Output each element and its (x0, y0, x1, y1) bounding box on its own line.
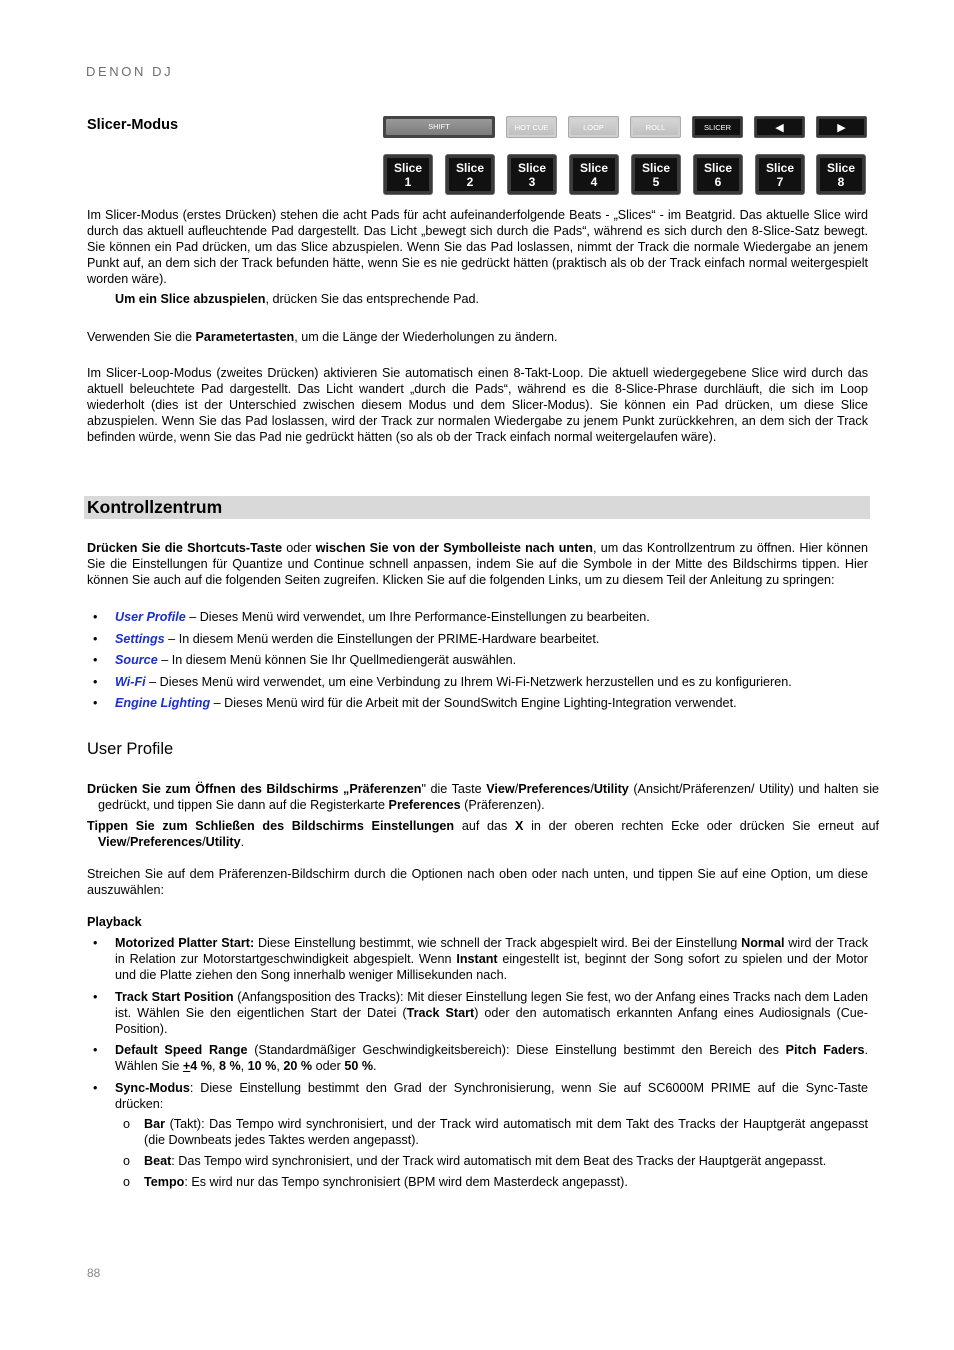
bold-text: View (486, 782, 515, 796)
text: oder (312, 1059, 345, 1073)
text: , drücken Sie das entsprechende Pad. (265, 292, 480, 306)
text: wird der Track in Relation zur Motorstartgeschwindigkeit abgespielt. Wenn (115, 936, 868, 966)
slicer-paragraph-3 (87, 329, 868, 345)
text: (Präferenzen). (460, 798, 545, 812)
text: oder (282, 541, 316, 555)
bold-text: Drücken Sie die Shortcuts-Taste (87, 541, 283, 555)
shift-label: SHIFT (386, 119, 492, 135)
bold-text: Utility (205, 835, 241, 849)
bold-text: Preferences (129, 835, 203, 849)
pad-number: 1 (404, 175, 412, 189)
bold-text: Tippen Sie zum Schließen des Bildschirms Einstellungen (87, 819, 455, 833)
text: / (514, 782, 519, 796)
playback-options-list (87, 935, 868, 1195)
roll-button: ROLL (630, 116, 681, 138)
bold-text: Preferences (518, 782, 591, 796)
bold-text: Track Start (406, 1005, 475, 1020)
list-item (87, 695, 868, 711)
bold-text: Beat (144, 1154, 172, 1168)
text: ) oder den automatisch erkannten Anfang eines Audiosignals (Cue-Position). (115, 1005, 869, 1036)
list-item (87, 631, 868, 647)
loop-button: LOOP (568, 116, 619, 138)
list-item (87, 989, 868, 1037)
slice-pad-8 (816, 154, 866, 195)
slicer-paragraph-2 (115, 291, 868, 307)
bold-text: Default Speed Range (115, 1043, 248, 1057)
text: – Dieses Menü wird für die Arbeit mit der SoundSwitch Engine Lighting-Integration verwendet. (210, 696, 737, 710)
sub-list-item (87, 1116, 868, 1148)
link-source[interactable]: Source (115, 653, 158, 667)
slice-pad-7 (755, 154, 805, 195)
bold-text: Sync-Modus (115, 1080, 190, 1095)
swipe-instruction: Streichen Sie auf dem Präferenzen-Bildschirm durch die Optionen nach oben oder nach unten, und tippen Sie auf eine Option, um diese auszuwählen: (87, 867, 868, 897)
text: . Wählen Sie (115, 1043, 868, 1073)
slicer-loop-paragraph: Im Slicer-Loop-Modus (zweites Drücken) aktivieren Sie automatisch einen 8-Takt-Loop. Die aktuell wiedergegebene Slice wird durch das aktuell beleuchtete Pad dargestellt. Das Licht wandert „durch die Pads“, während es die 8-Slice-Phrase durchläuft, die sich im Loop wiederholt (dies ist der Unterschied zwischen diesem Modus und dem Slicer-Modus). Sie können ein Pad drücken, um diese Slice abzuspielen. Wenn Sie das Pad loslassen, wird der Track zur normalen Wiedergabe zu jenem Punkt zurückkehren, an dem sich der Track befinden würde, wenn Sie das Pad nie gedrückt hätten (so als ob der Track einfach normal weitergelaufen wäre). (87, 366, 868, 444)
pad-number: 5 (652, 175, 660, 189)
slice-pad-2 (445, 154, 495, 195)
pad-word: Slice (393, 161, 423, 175)
sub-list-item (87, 1153, 868, 1169)
kontrollzentrum-heading: Kontrollzentrum (84, 496, 870, 519)
bold-text: Motorized Platter Start: (115, 936, 255, 950)
text: , um die Länge der Wiederholungen zu ändern. (294, 330, 558, 344)
text: , um das Kontrollzentrum zu öffnen. Hier können Sie die Einstellungen für Quantize und Continue schnell anpassen, indem Sie auf die Symbole in der Mitte des Bildschirms tippen. Hier können Sie auch auf die folgenden Seiten zugreifen. Klicken Sie auf die folgenden Links, um zu diesem Teil der Anleitung zu springen: (87, 541, 868, 587)
bold-text: View (98, 835, 127, 849)
bold-text: Utility (593, 782, 629, 796)
list-item (87, 1080, 868, 1112)
slicer-paragraph-1: Im Slicer-Modus (erstes Drücken) stehen die acht Pads für acht aufeinanderfolgende Beats - „Slices“ - im Beatgrid. Das aktuelle Slice wird durch das aktuell aufleuchtende Pad dargestellt. Das Licht „bewegt sich durch die Pads“, während es sich durch den 8-Slice-Satz bewegt. Sie können ein Pad drücken, um das Slice abzuspielen. Wenn Sie das Pad loslassen, nimmt der Track die normale Wiedergabe an jenem Punkt auf, an dem sich der Track befunden hätte, wenn Sie es nie gedrückt hätten (praktisch als ob der Track einfach normal weitergespielt worden wäre). (87, 208, 868, 286)
slicer-heading: Slicer-Modus (87, 117, 179, 133)
link-wifi[interactable]: Wi-Fi (115, 674, 146, 689)
slice-pad-1 (383, 154, 433, 195)
text: : Das Tempo wird synchronisiert, und der Track wird automatisch mit dem Beat des Tracks der Hauptgerät angepasst. (171, 1154, 827, 1168)
pad-number: 4 (590, 175, 598, 189)
pad-number: 6 (714, 175, 722, 189)
bold-text: Drücken Sie zum Öffnen des Bildschirms „Präferenzen (87, 782, 422, 796)
text: (Standardmäßiger Geschwindigkeitsbereich): Diese Einstellung bestimmt den Bereich des (247, 1043, 786, 1057)
text: " die Taste (421, 782, 487, 796)
text: , (240, 1059, 248, 1073)
text: . (373, 1059, 377, 1073)
arrow-right-icon: ▶ (816, 116, 867, 138)
bold-text: Pitch Faders (785, 1043, 865, 1057)
text: auf das (454, 819, 516, 833)
playback-heading: Playback (87, 915, 142, 929)
sub-list-item (87, 1174, 868, 1190)
hot-cue-button: HOT CUE (506, 116, 557, 138)
slice-pad-5 (631, 154, 681, 195)
text: (Takt): Das Tempo wird synchronisiert, und der Track wird automatisch mit dem Takt des Tracks der Hauptgerät angepasst (die Downbeats jedes Taktes werden angepasst). (144, 1117, 868, 1147)
bold-text: Parametertasten (195, 330, 295, 344)
text: in der oberen rechten Ecke oder drücken Sie erneut auf (523, 819, 880, 833)
brand-logo: DENON DJ (86, 64, 174, 79)
bold-text: 4 % (190, 1059, 212, 1073)
text: / (126, 835, 130, 849)
pad-number: 7 (776, 175, 784, 189)
bold-text: 50 % (344, 1059, 374, 1073)
bold-text: Track Start Position (115, 989, 234, 1004)
pad-word: Slice (703, 161, 733, 175)
text: . (240, 835, 245, 849)
link-user-profile[interactable]: User Profile (115, 610, 186, 624)
user-profile-heading: User Profile (87, 740, 174, 758)
text: Verwenden Sie die (87, 330, 196, 344)
list-item (87, 935, 868, 983)
plus-minus: + (182, 1059, 191, 1073)
text: : Es wird nur das Tempo synchronisiert (BPM wird dem Masterdeck angepasst). (184, 1175, 628, 1189)
bold-text: 8 % (218, 1059, 241, 1073)
text: Diese Einstellung bestimmt, wie schnell der Track abgespielt wird. Bei der Einstellung (254, 936, 742, 950)
slicer-button: SLICER (692, 116, 743, 138)
text: (Anfangsposition des Tracks): Mit dieser Einstellung legen Sie fest, wo der Anfang eines Tracks nach dem Laden ist. Wählen Sie den eigentlichen Start der Datei ( (115, 989, 868, 1020)
text: – Dieses Menü wird verwendet, um Ihre Performance-Einstellungen zu bearbeiten. (185, 610, 650, 624)
bold-text: 10 % (247, 1059, 277, 1073)
pad-number: 2 (466, 175, 474, 189)
bold-text: wischen Sie von der Symbolleiste nach unten (315, 541, 593, 555)
page-number: 88 (87, 1266, 101, 1280)
text: , (276, 1059, 284, 1073)
list-item (87, 609, 868, 625)
kontroll-intro (87, 540, 868, 588)
pad-word: Slice (579, 161, 609, 175)
text: eingestellt ist, beginnt der Song sofort zu spielen und der Motor und die Platte ziehen den Song innerhalb weniger Millisekunden nach. (115, 952, 868, 982)
pad-number: 8 (837, 175, 845, 189)
text: – In diesem Menü können Sie Ihr Quellmediengerät auswählen. (157, 653, 517, 667)
close-preferences-instruction (87, 818, 879, 850)
text: , (211, 1059, 219, 1073)
text: : Diese Einstellung bestimmt den Grad der Synchronisierung, wenn Sie auf SC6000M PRIME auf die Sync-Taste drücken: (115, 1080, 868, 1111)
list-item (87, 674, 868, 690)
bold-text: 20 % (283, 1059, 313, 1073)
link-engine-lighting[interactable]: Engine Lighting (115, 696, 211, 710)
slice-pad-4 (569, 154, 619, 195)
pad-number: 3 (528, 175, 536, 189)
bold-text: Bar (144, 1117, 165, 1131)
pad-word: Slice (641, 161, 671, 175)
pad-word: Slice (455, 161, 485, 175)
open-preferences-instruction (87, 781, 879, 813)
bold-text: Instant (456, 952, 498, 966)
pad-word: Slice (826, 161, 856, 175)
pad-word: Slice (517, 161, 547, 175)
list-item (87, 652, 868, 668)
list-item (87, 1042, 868, 1074)
text: / (202, 835, 206, 849)
bold-text: X (515, 819, 524, 833)
bold-text: Um ein Slice abzuspielen (115, 292, 266, 306)
slice-pad-6 (693, 154, 743, 195)
text: – In diesem Menü werden die Einstellungen der PRIME-Hardware bearbeitet. (164, 631, 600, 646)
pad-word: Slice (765, 161, 795, 175)
bold-text: Normal (741, 936, 785, 950)
shift-button (383, 116, 495, 138)
bold-text: Preferences (388, 798, 461, 812)
link-settings[interactable]: Settings (115, 631, 165, 646)
text: (Ansicht/Präferenzen/ Utility) und halten sie gedrückt, und tippen Sie dann auf die Registerkarte (98, 782, 879, 812)
slice-pad-3 (507, 154, 557, 195)
kontroll-link-list (87, 609, 868, 717)
arrow-left-icon: ◀ (754, 116, 805, 138)
text: / (590, 782, 594, 796)
bold-text: Tempo (144, 1175, 185, 1189)
text: – Dieses Menü wird verwendet, um eine Verbindung zu Ihrem Wi-Fi-Netzwerk herzustellen und es zu konfigurieren. (145, 674, 792, 689)
